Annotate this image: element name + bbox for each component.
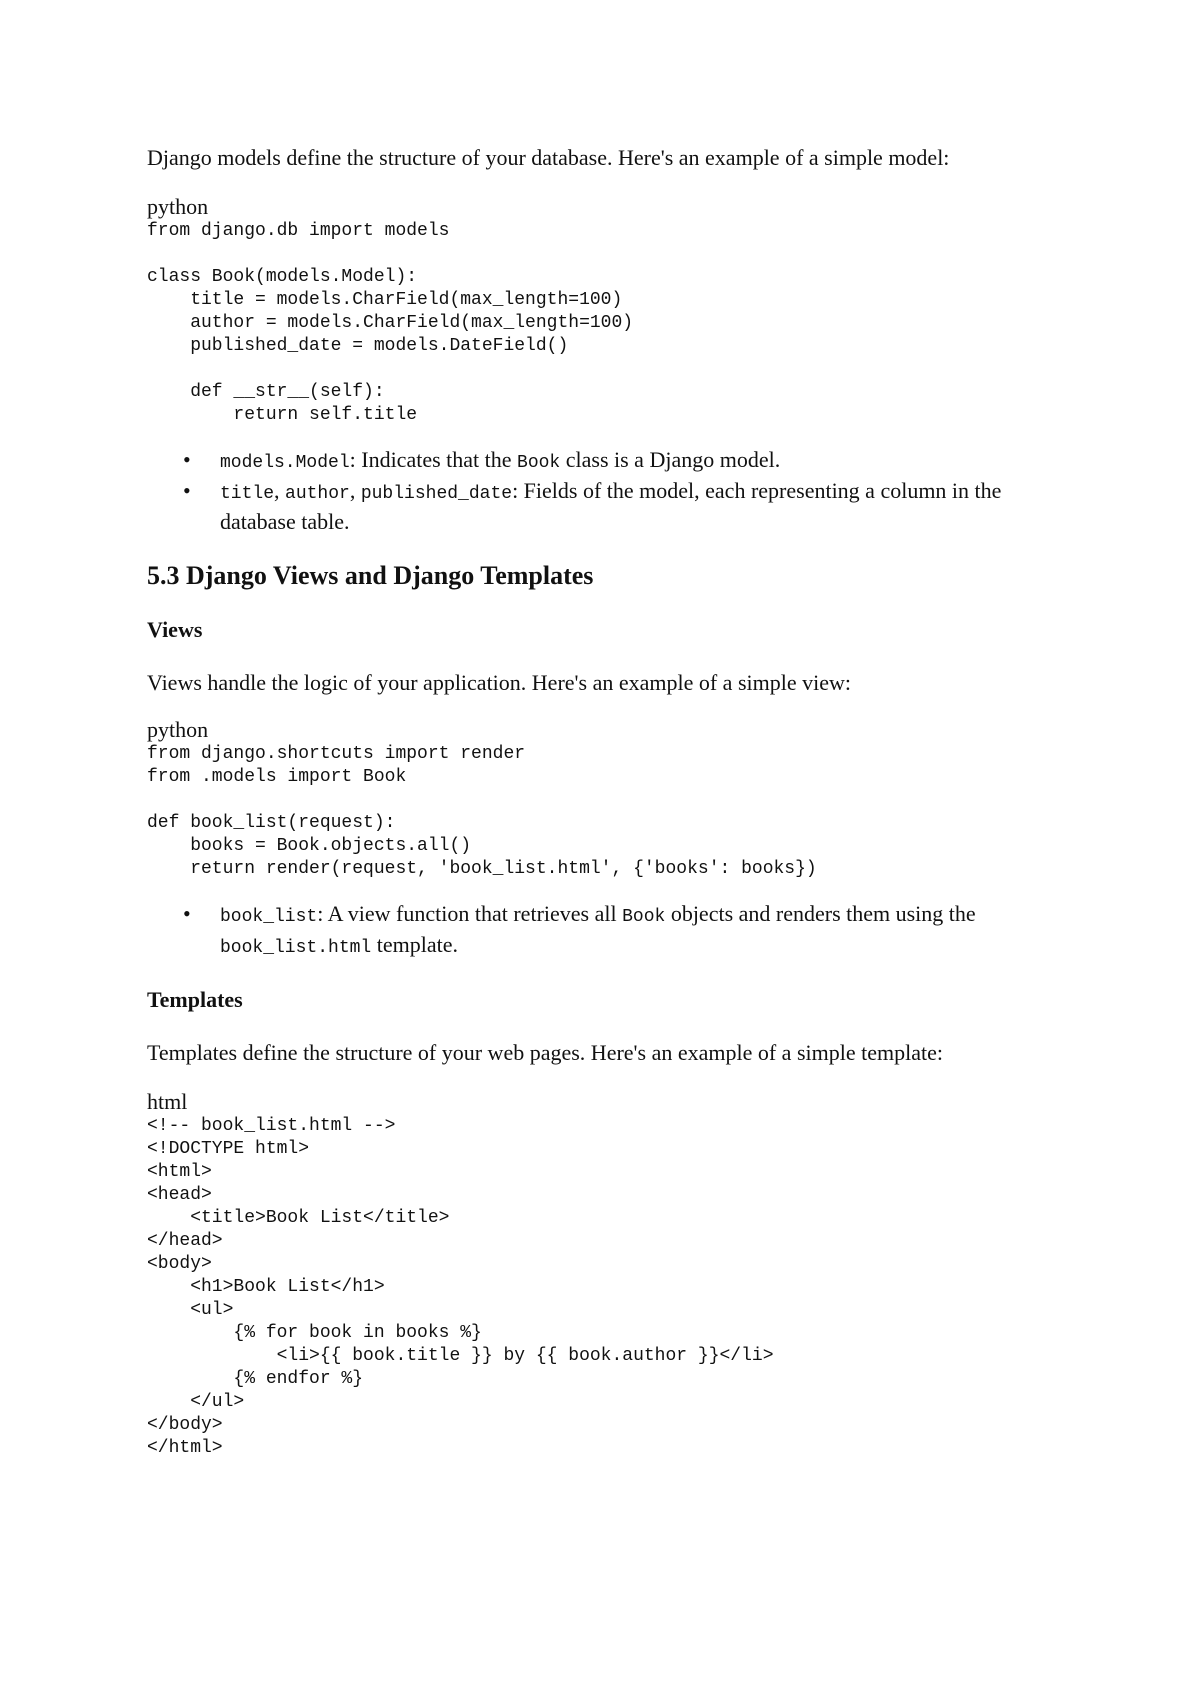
list-item-text: : Indicates that the [349,447,518,472]
list-item-text: , [349,478,361,503]
inline-code: book_list [220,907,318,927]
inline-code: published_date [360,484,513,504]
list-item-text: : A view function that retrieves all [317,901,623,926]
list-item [147,446,1067,477]
templates-heading: Templates [147,987,243,1012]
inline-code: author [285,484,350,504]
inline-code: models.Model [220,453,350,473]
views-intro: Views handle the logic of your application. Here's an example of a simple view: [147,670,851,695]
list-item-text: , [274,478,286,503]
views-code-language: python [147,717,209,742]
views-bullet-list [147,900,1067,962]
list-item-text: objects and renders them using the [665,901,976,926]
list-item-text: : Fields of the model, each representing a column in the database table. [220,478,1002,534]
models-code-block: from django.db import models class Book(models.Model): title = models.CharField(max_length=100) author = models.CharField(max_length=100) published_date = models.DateField() def __str__(self): return self.title [147,221,634,425]
list-item [147,477,1067,536]
views-code-block: from django.shortcuts import render from .models import Book def book_list(request): books = Book.objects.all() return render(request, 'book_list.html', {'books': books}) [147,744,817,879]
inline-code: title [220,484,275,504]
inline-code: book_list.html [220,938,372,958]
section-heading: 5.3 Django Views and Django Templates [147,561,594,590]
views-heading: Views [147,617,203,642]
inline-code: Book [517,453,561,473]
templates-code-block: <!-- book_list.html --> <!DOCTYPE html> <html> <head> <title>Book List</title> </head> <body> <h1>Book List</h1> <ul> {% for book in books %} <li>{{ book.title }} by {{ book.author }}</li> {% endfor %} </ul> </body> </html> [147,1116,774,1458]
templates-code-language: html [147,1089,188,1114]
models-bullet-list [147,446,1067,536]
inline-code: Book [622,907,666,927]
list-item [147,900,1067,962]
document-page [147,143,1067,1460]
models-intro: Django models define the structure of your database. Here's an example of a simple model: [147,145,950,170]
templates-intro: Templates define the structure of your web pages. Here's an example of a simple template: [147,1040,943,1065]
list-item-text: template. [371,932,458,957]
models-code-language: python [147,194,209,219]
list-item-text: class is a Django model. [560,447,781,472]
